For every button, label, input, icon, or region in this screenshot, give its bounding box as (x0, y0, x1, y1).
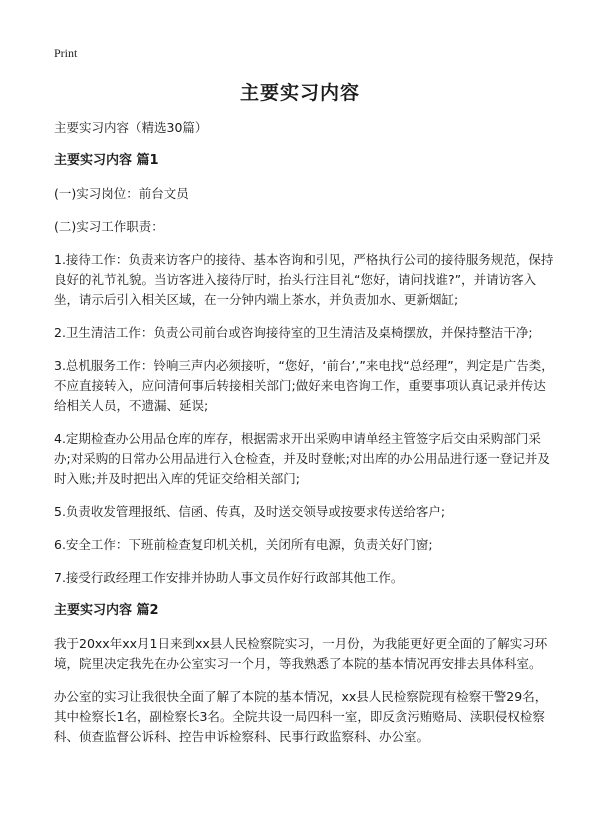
paragraph: (二)实习工作职责： (54, 219, 164, 234)
paragraph: 7.接受行政经理工作安排并协助人事文员作好行政部其他工作。 (54, 570, 404, 585)
paragraph: (一)实习岗位：前台文员 (54, 186, 189, 201)
document-body (54, 118, 554, 760)
paragraph: 3.总机服务工作：铃响三声内必须接听，“您好，‘前台’,”来电找“总经理”，判定是广告类，不应直接转入，应问清何事后转接相关部门;做好来电咨询工作，重要事项认真记录并传达给相关人员，不遗漏、延误; (54, 358, 554, 413)
paragraph: 办公室的实习让我很快全面了解了本院的基本情况，xx县人民检察院现有检察干警29名，其中检察长1名，副检察长3名。全院共设一局四科一室，即反贪污贿赂局、渎职侵权检察科、侦查监督公诉科、控告申诉检察科、民事行政监察科、办公室。 (54, 689, 548, 744)
paragraph: 5.负责收发管理报纸、信函、传真，及时送交领导或按要求传送给客户; (54, 504, 446, 519)
paragraph: 2.卫生清洁工作：负责公司前台或咨询接待室的卫生清洁及桌椅摆放，并保持整洁干净; (54, 325, 533, 340)
paragraph: 6.安全工作：下班前检查复印机关机，关闭所有电源，负责关好门窗; (54, 537, 433, 552)
paragraph: 4.定期检查办公用品仓库的库存，根据需求开出采购申请单经主管签字后交由采购部门采办;对采购的日常办公用品进行入仓检查，并及时登帐;对出库的办公用品进行逐一登记并及时入账;并及时把出入库的凭证交给相关部门; (54, 431, 550, 486)
paragraph: 我于20xx年xx月1日来到xx县人民检察院实习，一月份，为我能更好更全面的了解实习环境，院里决定我先在办公室实习一个月，等我熟悉了本院的基本情况再安排去具体科室。 (54, 636, 548, 671)
print-label: Print (54, 46, 78, 60)
section-heading-2: 主要实习内容 篇2 (54, 603, 159, 618)
document-subtitle: 主要实习内容（精选30篇） (54, 120, 208, 135)
section-heading-1: 主要实习内容 篇1 (54, 153, 159, 168)
page-title: 主要实习内容 (239, 82, 360, 104)
paragraph: 1.接待工作：负责来访客户的接待、基本咨询和引见，严格执行公司的接待服务规范，保持良好的礼节礼貌。当访客进入接待厅时，抬头行注目礼“您好，请问找谁?”，并请访客入坐，请示后引入相关区域，在一分钟内端上茶水，并负责加水、更新烟缸; (54, 252, 554, 307)
